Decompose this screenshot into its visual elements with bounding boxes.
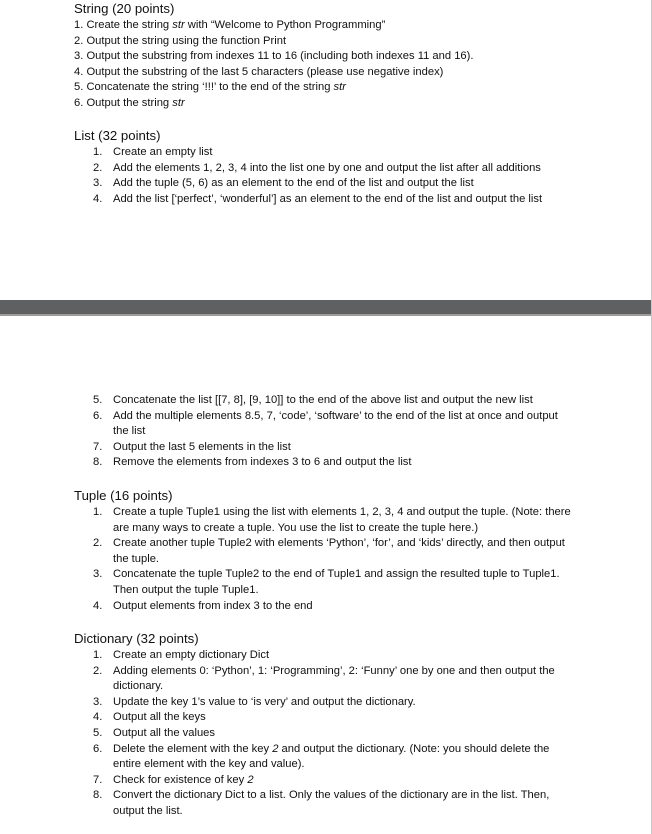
list-item: 5. Output all the values [93,726,215,739]
dictionary-task-list [93,648,579,820]
list-item: 8. Convert the dictionary Dict to a list. Only the values of the dictionary are in the list. Then, output the list. [93,789,550,817]
list-item: 4. Output the substring of the last 5 characters (please use negative index) [74,65,444,78]
string-section-title: String (20 points) [74,1,175,16]
list-item: 3. Output the substring from indexes 11 to 16 (including both indexes 11 and 16). [74,50,474,63]
list-task-list-part1 [93,145,573,207]
list-item: 5. Concatenate the list [[7, 8], [9, 10]] to the end of the above list and output the new list [93,394,533,406]
list-item: 1. Create an empty list [93,146,213,158]
list-item: 2. Create another tuple Tuple2 with elements ‘Python’, ‘for’, and ‘kids’ directly, and then output the tuple. [93,537,565,565]
list-item: 8. Remove the elements from indexes 3 to 6 and output the list [93,456,412,469]
list-item: 6. Add the multiple elements 8.5, 7, ‘code’, ‘software’ to the end of the list at once and output the list [93,409,558,438]
list-item: 3. Update the key 1’s value to ‘is very’ and output the dictionary. [93,695,416,708]
list-item: 2. Adding elements 0: ‘Python’, 1: ‘Programming’, 2: ‘Funny’ one by one and then output the dictionary. [93,664,555,693]
list-item: 3. Concatenate the tuple Tuple2 to the end of Tuple1 and assign the resulted tuple to Tuple1. Then output the tuple Tuple1. [93,568,560,596]
list-item: 2. Output the string using the function Print [74,34,287,47]
list-item: 7. Output the last 5 elements in the list [93,440,291,453]
list-task-list-part2 [93,393,573,471]
tuple-task-list [93,505,579,614]
dictionary-section-title: Dictionary (32 points) [74,631,199,646]
document-page-2 [0,316,652,834]
list-item: 1. Create the string str with “Welcome to Python Programming” [74,19,386,31]
list-item: 2. Add the elements 1, 2, 3, 4 into the list one by one and output the list after all additions [93,161,541,174]
list-item: 3. Add the tuple (5, 6) as an element to the end of the list and output the list [93,177,474,190]
list-item: 4. Output elements from index 3 to the end [93,599,313,612]
list-item: 7. Check for existence of key 2 [93,773,254,786]
tuple-section-title: Tuple (16 points) [74,488,173,503]
list-item: 6. Output the string str [74,96,185,109]
list-item: 6. Delete the element with the key 2 and output the dictionary. (Note: you should delete the entire element with the key and value). [93,742,550,771]
list-item: 1. Create a tuple Tuple1 using the list with elements 1, 2, 3, 4 and output the tuple. (Note: there are many ways to create a tuple. You use the list to create the tuple here.) [93,506,571,534]
list-item: 4. Output all the keys [93,711,206,724]
document-page-1 [0,0,652,300]
list-item: 5. Concatenate the string ‘!!!’ to the end of the string str [74,81,346,94]
list-item: 4. Add the list [‘perfect’, ‘wonderful’] as an element to the end of the list and output the list [93,192,543,205]
list-item: 1. Create an empty dictionary Dict [93,649,270,661]
list-section-title: List (32 points) [74,128,161,143]
string-task-list [74,18,634,112]
